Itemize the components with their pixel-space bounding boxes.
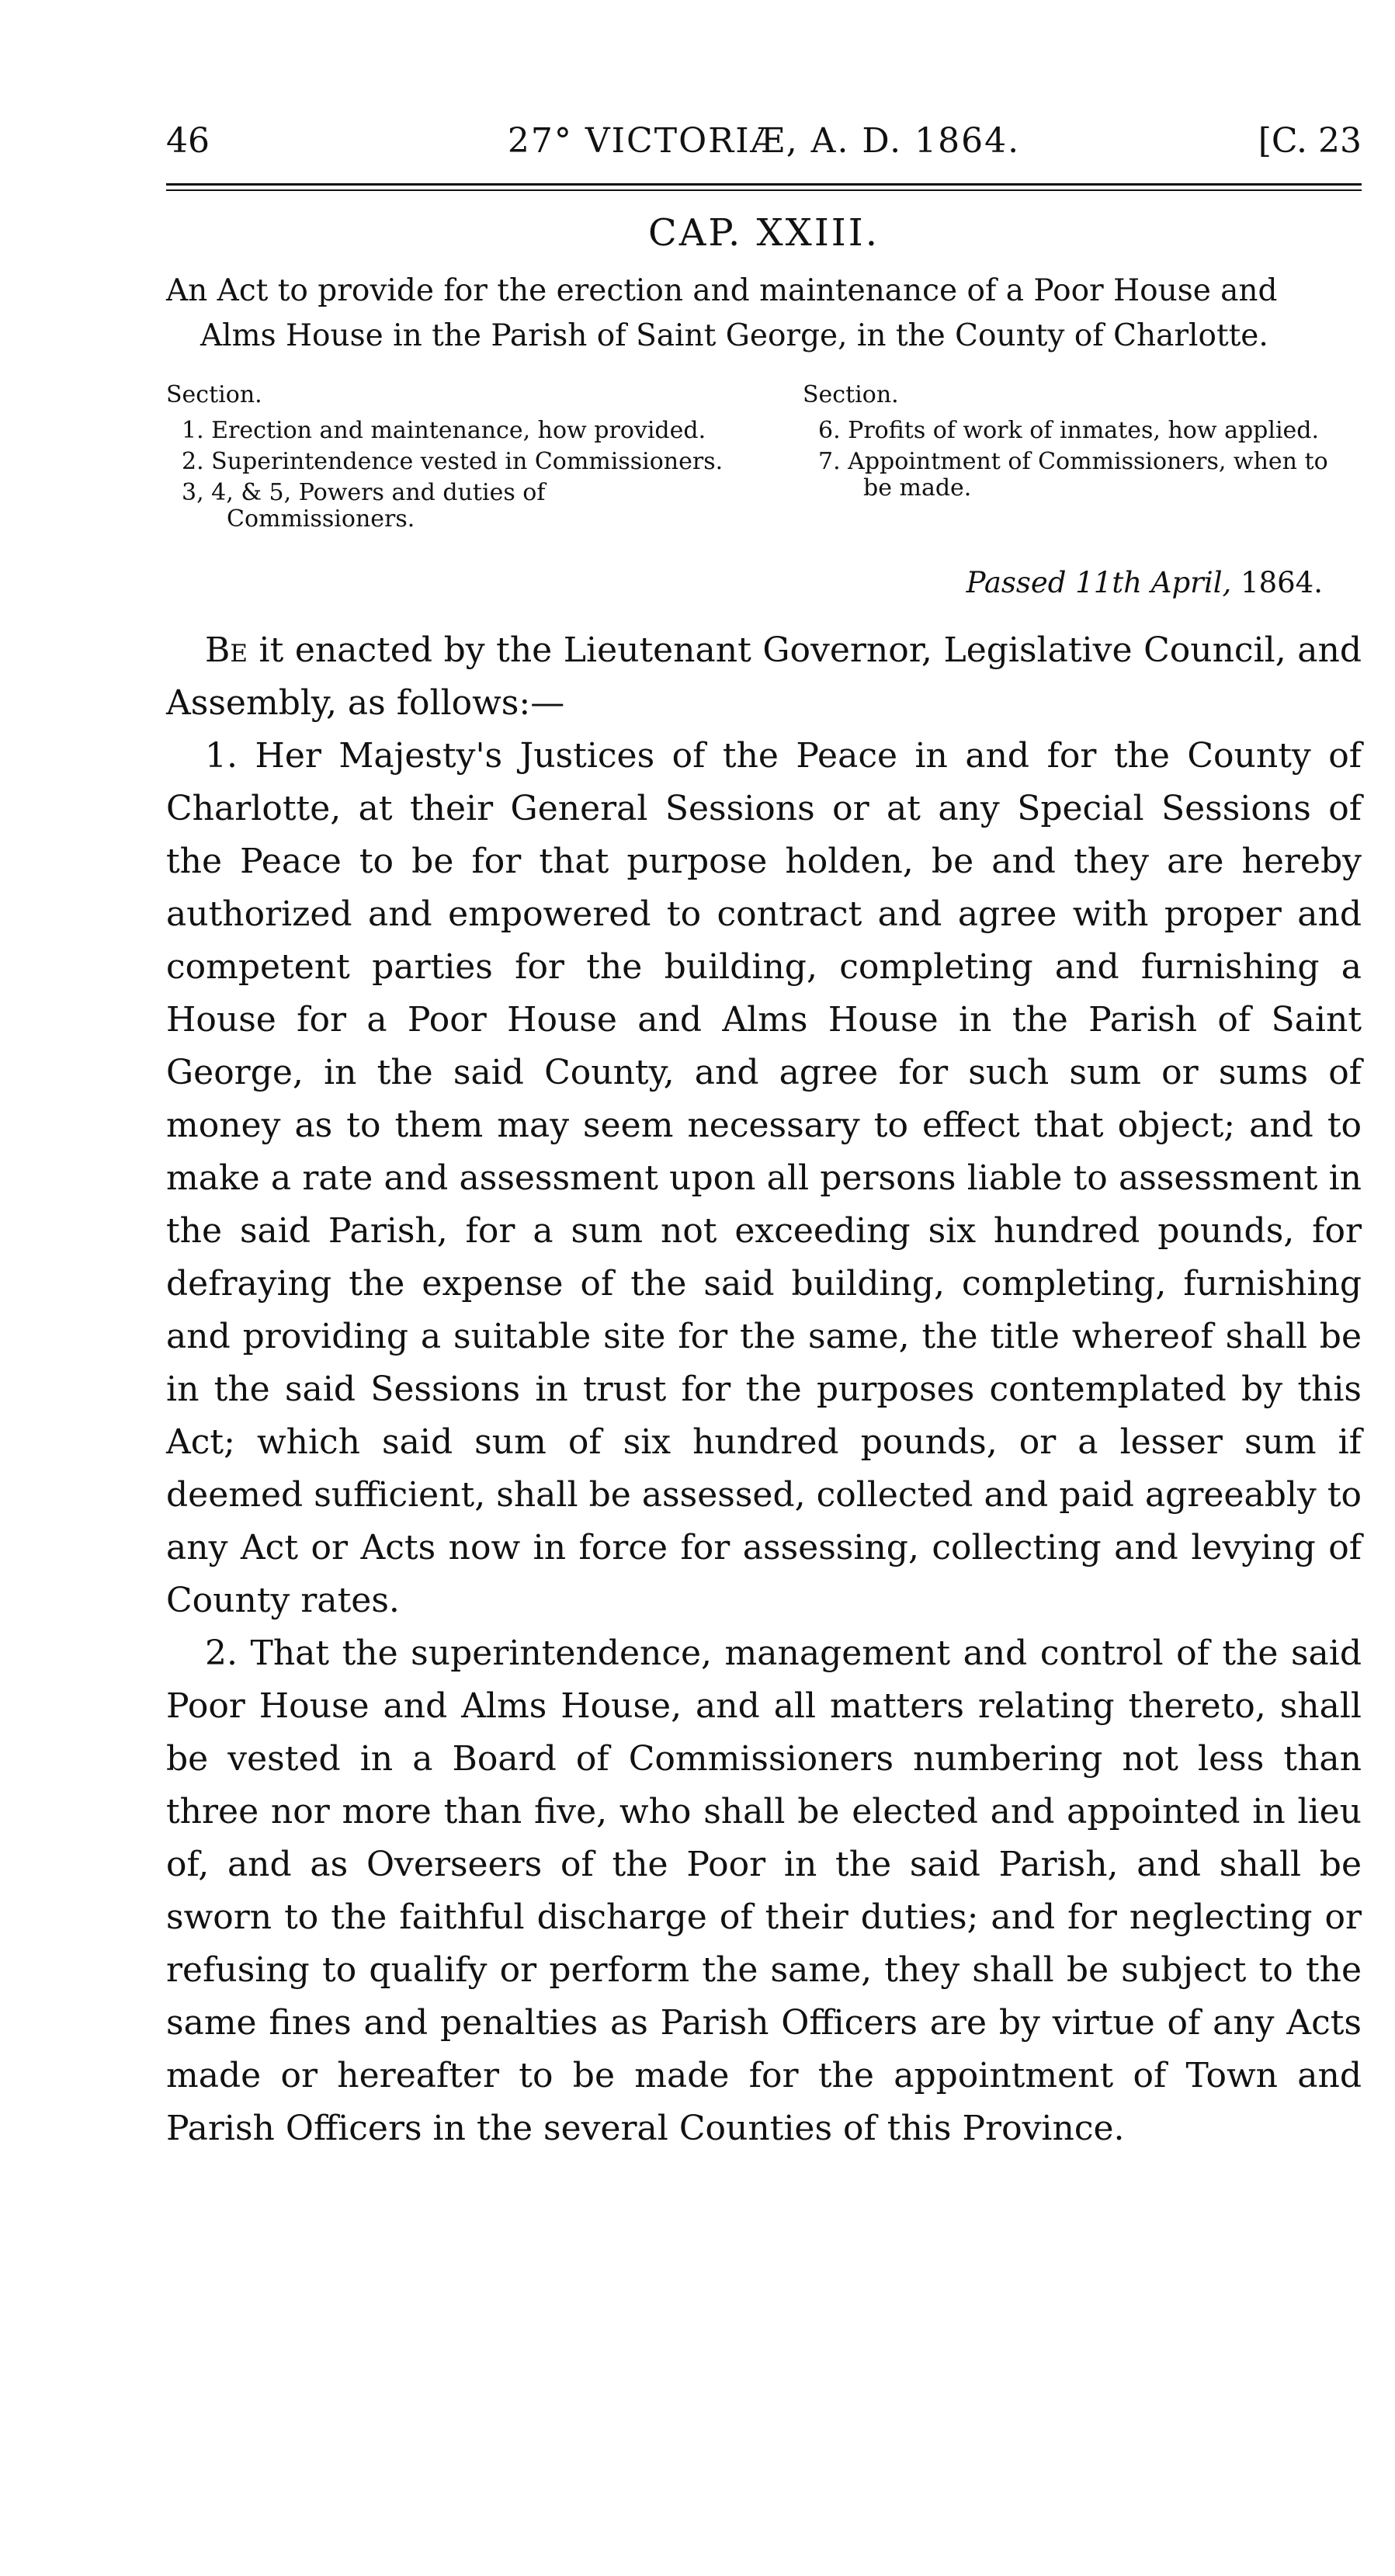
chapter-number: [C. 23 [1258,121,1362,161]
enacting-clause [166,624,1362,730]
enacting-rest: it enacted by the Lieutenant Governor, Legislative Council, and Assembly, as follows:— [166,630,1362,723]
section-heading-left: Section. [166,381,262,408]
page-number: 46 [166,121,210,161]
running-title: 27° VICTORIÆ, A. D. 1864. [507,121,1021,161]
act-body [166,624,1362,2155]
section-item: 6. Profits of work of inmates, how applied. [818,417,1320,444]
section-item: 3, 4, & 5, Powers and duties of Commissioners. [182,479,546,533]
section-heading-right: Section. [803,381,899,408]
passed-year: 1864. [1241,566,1323,599]
statute-page [166,116,1362,2155]
passed-date [166,564,1362,602]
passed-label: Passed [966,566,1067,599]
section-item: 1. Erection and maintenance, how provided. [182,417,706,444]
header-rule [166,183,1362,191]
act-title: An Act to provide for the erection and maintenance of a Poor House and Alms House in the Parish of Saint George, in the County of Charlotte. [166,273,1278,353]
section-item: 2. Superintendence vested in Commissioners. [182,448,724,475]
section-item: 7. Appointment of Commissioners, when to be made. [818,448,1328,502]
section-summary [166,382,1362,537]
section-2-paragraph: 2. That the superintendence, management and control of the said Poor House and Alms House, and all matters relating thereto, shall be vested in a Board of Commissioners numbering not less than three nor more than five, who shall be elected and appointed in lieu of, and as Overseers of the Poor in the said Parish, and shall be sworn to the faithful discharge of their duties; and for neglecting or refusing to qualify or perform the same, they shall be subject to the same fines and penalties as Parish Officers are by virtue of any Acts made or hereafter to be made for the appointment of Town and Parish Officers in the several Counties of this Province. [166,1633,1362,2148]
section-column-right [803,382,1362,537]
enacting-first-word: Be [205,630,248,670]
passed-day-month: 11th April, [1075,566,1232,599]
section-column-left [166,382,725,537]
running-head [166,116,1362,166]
chapter-title: CAP. XXIII. [648,211,880,255]
section-1-paragraph: 1. Her Majesty's Justices of the Peace in and for the County of Charlotte, at their General Sessions or at any Special Sessions of the Peace to be for that purpose holden, be and they are hereby authorized and empowered to contract and agree with proper and competent parties for the building, completing and furnishing a House for a Poor House and Alms House in the Parish of Saint George, in the said County, and agree for such sum or sums of money as to them may seem necessary to effect that object; and to make a rate and assessment upon all persons liable to assessment in the said Parish, for a sum not exceeding six hundred pounds, for defraying the expense of the said building, completing, furnishing and providing a suitable site for the same, the title whereof shall be in the said Sessions in trust for the purposes contemplated by this Act; which said sum of six hundred pounds, or a lesser sum if deemed sufficient, shall be assessed, collected and paid agreeably to any Act or Acts now in force for assessing, collecting and levying of County rates. [166,736,1362,1620]
